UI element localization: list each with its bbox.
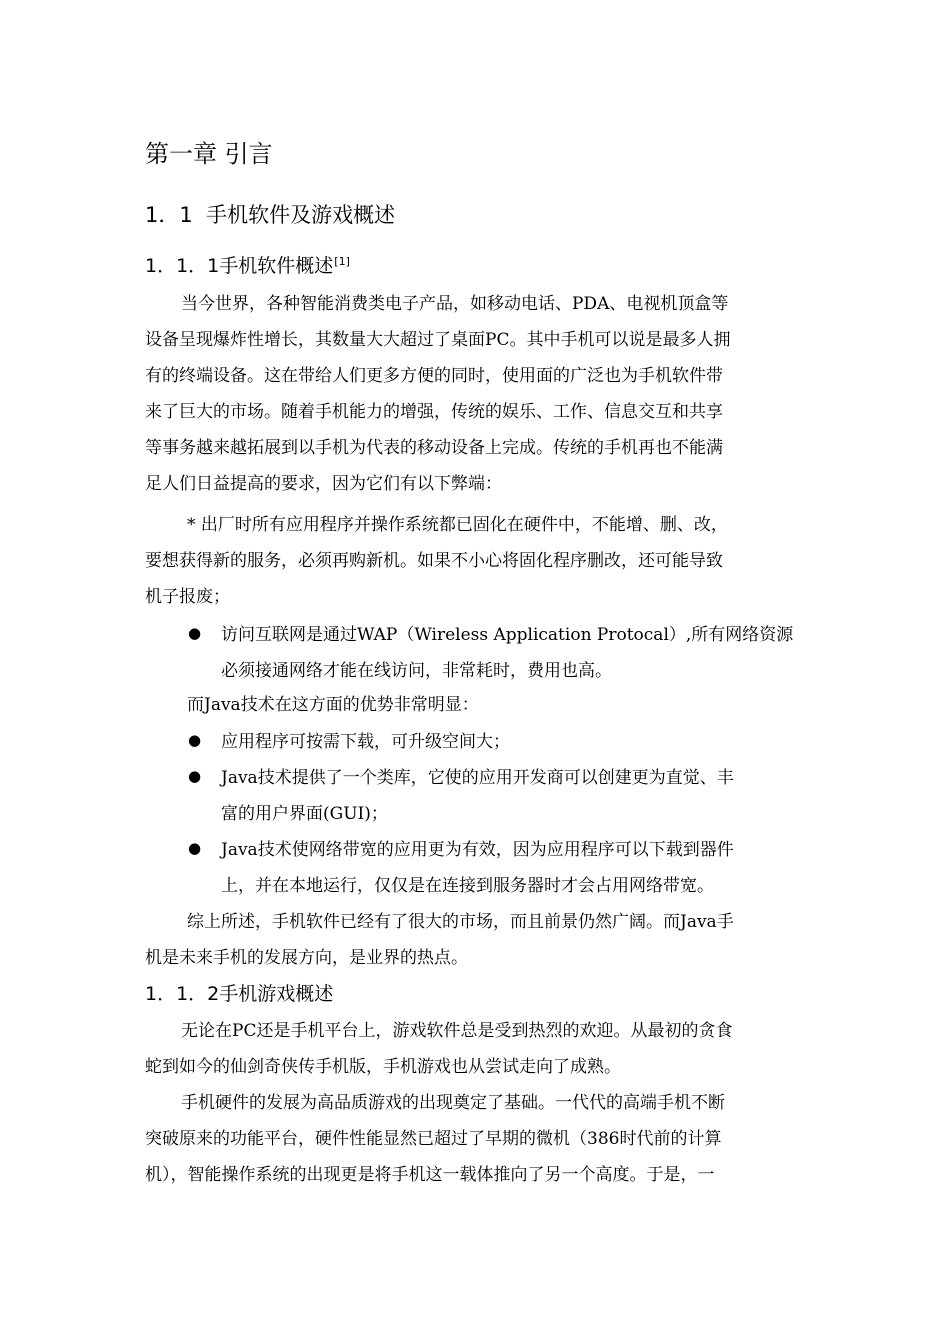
subsection-title: 手机软件概述	[219, 255, 334, 277]
paragraph-line: 机是未来手机的发展方向，是业界的热点。	[145, 948, 468, 968]
paragraph-line: 要想获得新的服务，必须再购新机。如果不小心将固化程序删改，还可能导致	[145, 551, 723, 571]
paragraph-line: 突破原来的功能平台，硬件性能显然已超过了早期的微机（386时代前的计算	[145, 1129, 722, 1149]
bullet-marker: ●	[188, 731, 202, 749]
paragraph-line: 等事务越来越拓展到以手机为代表的移动设备上完成。传统的手机再也不能满	[145, 438, 723, 458]
chapter-title: 第一章 引言	[145, 140, 273, 168]
bullet-line: Java技术使网络带宽的应用更为有效，因为应用程序可以下载到器件	[221, 840, 734, 860]
paragraph-line: * 出厂时所有应用程序并操作系统都已固化在硬件中，不能增、删、改，	[187, 515, 728, 535]
paragraph-line: 蛇到如今的仙剑奇侠传手机版，手机游戏也从尝试走向了成熟。	[145, 1057, 621, 1077]
section-title: 手机软件及游戏概述	[206, 203, 396, 227]
paragraph-line: 综上所述，手机软件已经有了很大的市场，而且前景仍然广阔。而Java手	[187, 912, 734, 932]
subsection-title: 手机游戏概述	[219, 983, 334, 1005]
subsection-number: 1．1．2	[145, 983, 220, 1005]
bullet-line: 上，并在本地运行，仅仅是在连接到服务器时才会占用网络带宽。	[221, 876, 714, 896]
section-number: 1．1	[145, 203, 193, 227]
subsection-heading-1-1-1	[145, 251, 350, 278]
bullet-line: Java技术提供了一个类库，它使的应用开发商可以创建更为直觉、丰	[221, 768, 734, 788]
citation-ref: [1]	[334, 254, 350, 268]
bullet-marker: ●	[188, 624, 202, 642]
bullet-marker: ●	[188, 767, 202, 785]
paragraph-line: 足人们日益提高的要求，因为它们有以下弊端：	[145, 474, 502, 494]
bullet-line: 访问互联网是通过WAP（Wireless Application Protocal）,所有网络资源	[221, 625, 794, 645]
paragraph-line: 设备呈现爆炸性增长，其数量大大超过了桌面PC。其中手机可以说是最多人拥	[145, 330, 731, 350]
bullet-marker: ●	[188, 839, 202, 857]
paragraph-line: 有的终端设备。这在带给人们更多方便的同时，使用面的广泛也为手机软件带	[145, 366, 723, 386]
paragraph-line: 机），智能操作系统的出现更是将手机这一载体推向了另一个高度。于是，一	[145, 1165, 715, 1185]
paragraph-line: 无论在PC还是手机平台上，游戏软件总是受到热烈的欢迎。从最初的贪食	[181, 1021, 733, 1041]
subsection-heading-1-1-2	[145, 979, 333, 1006]
bullet-line: 富的用户界面(GUI)；	[221, 804, 388, 824]
bullet-line: 应用程序可按需下载，可升级空间大；	[221, 732, 510, 752]
paragraph-line: 机子报废；	[145, 587, 230, 607]
bullet-line: 必须接通网络才能在线访问，非常耗时，费用也高。	[221, 661, 612, 681]
paragraph-line: 而Java技术在这方面的优势非常明显：	[187, 695, 479, 715]
paragraph-line: 手机硬件的发展为高品质游戏的出现奠定了基础。一代代的高端手机不断	[181, 1093, 725, 1113]
subsection-number: 1．1．1	[145, 255, 220, 277]
paragraph-line: 当今世界，各种智能消费类电子产品，如移动电话、PDA、电视机顶盒等	[181, 294, 729, 314]
section-heading-1-1	[145, 199, 395, 229]
paragraph-line: 来了巨大的市场。随着手机能力的增强，传统的娱乐、工作、信息交互和共享	[145, 402, 723, 422]
